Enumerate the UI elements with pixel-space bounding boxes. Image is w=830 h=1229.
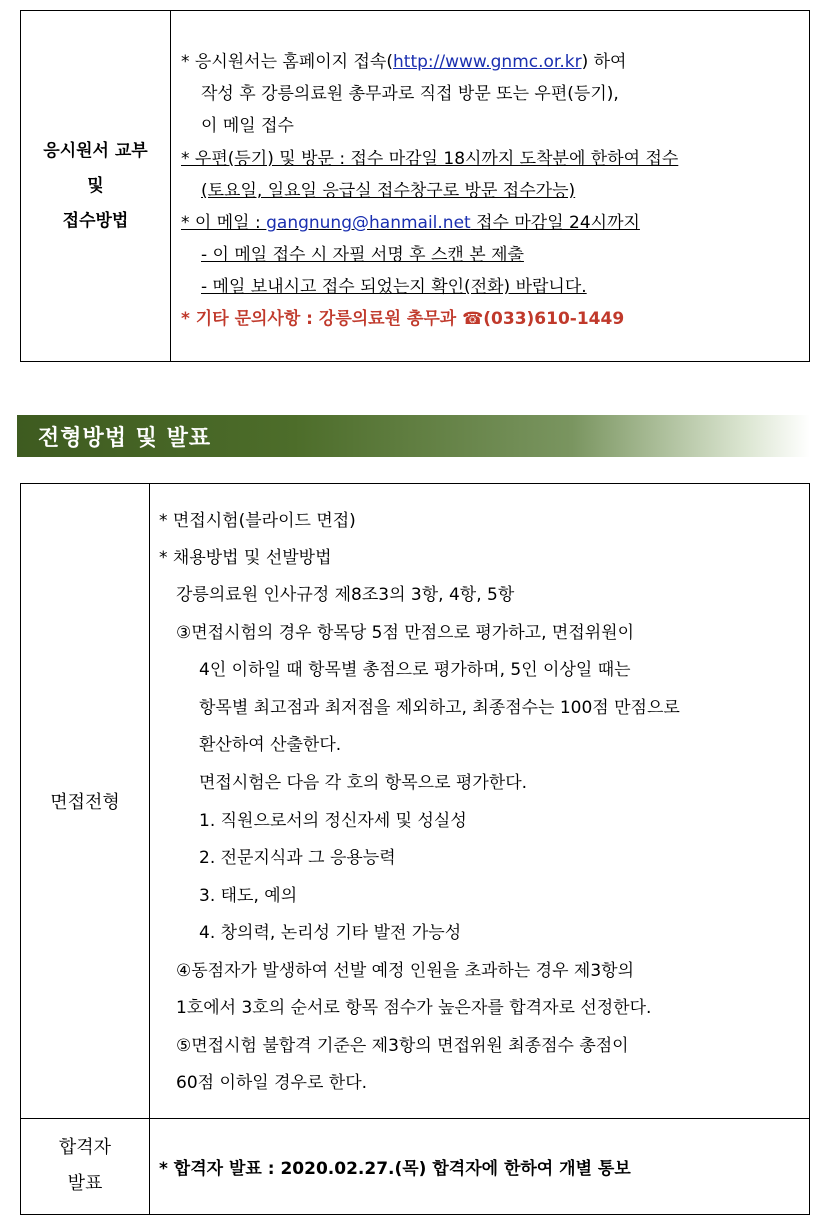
homepage-link[interactable]: http://www.gnmc.or.kr <box>393 52 582 72</box>
interview-line: ③면접시험의 경우 항목당 5점 만점으로 평가하고, 면접위원이 <box>176 623 635 643</box>
interview-line: 환산하여 산출한다. <box>199 735 342 755</box>
interview-line: 1. 직원으로서의 정신자세 및 성실성 <box>199 811 467 831</box>
label-line: 합격자 <box>58 1137 112 1158</box>
label-line: 접수방법 <box>62 210 129 231</box>
interview-line: 2. 전문지식과 그 응용능력 <box>199 848 396 868</box>
interview-line: 4. 창의력, 논리성 기타 발전 가능성 <box>199 923 462 943</box>
interview-line: ④동점자가 발생하여 선발 예정 인원을 초과하는 경우 제3항의 <box>176 961 635 981</box>
interview-line: 항목별 최고점과 최저점을 제외하고, 최종점수는 100점 만점으로 <box>199 698 680 718</box>
interview-line: ⑤면접시험 불합격 기준은 제3항의 면접위원 최종점수 총점이 <box>176 1036 629 1056</box>
selection-table <box>20 483 810 1215</box>
application-line-9: * 기타 문의사항 : 강릉의료원 총무과 ☎(033)610-1449 <box>181 309 625 329</box>
interview-line: 4인 이하일 때 항목별 총점으로 평가하며, 5인 이상일 때는 <box>199 660 631 680</box>
interview-line: * 채용방법 및 선발방법 <box>159 548 332 568</box>
result-announcement: * 합격자 발표 : 2020.02.27.(목) 합격자에 한하여 개별 통보 <box>159 1159 631 1179</box>
application-line-8: - 메일 보내시고 접수 되었는지 확인(전화) 바랍니다. <box>201 277 587 297</box>
email-link[interactable]: gangnung@hanmail.net <box>266 213 471 233</box>
section-banner <box>17 415 810 457</box>
interview-line: * 면접시험(블라이드 면접) <box>159 511 356 531</box>
label-line: 발표 <box>67 1173 103 1194</box>
application-line-2: 작성 후 강릉의료원 총무과로 직접 방문 또는 우편(등기), <box>201 84 619 104</box>
application-line-6: * 이 메일 : gangnung@hanmail.net 접수 마감일 24시까지 <box>181 213 640 233</box>
section-title: 전형방법 및 발표 <box>38 426 212 451</box>
interview-line: 강릉의료원 인사규정 제8조3의 3항, 4항, 5항 <box>176 585 515 605</box>
application-line-3: 이 메일 접수 <box>201 116 294 136</box>
application-label <box>21 11 171 361</box>
interview-label: 면접전형 <box>21 484 150 1118</box>
result-label <box>21 1118 150 1214</box>
label-line: 응시원서 교부 <box>43 140 148 161</box>
interview-line: 면접시험은 다음 각 호의 항목으로 평가한다. <box>199 773 528 793</box>
application-line-7: - 이 메일 접수 시 자필 서명 후 스캔 본 제출 <box>201 245 524 265</box>
application-line-4: * 우편(등기) 및 방문 : 접수 마감일 18시까지 도착분에 한하여 접수 <box>181 149 679 169</box>
interview-line: 3. 태도, 예의 <box>199 886 298 906</box>
interview-line: 60점 이하일 경우로 한다. <box>176 1073 368 1093</box>
label-line: 및 <box>87 175 104 196</box>
application-line-5: (토요일, 일요일 응급실 접수창구로 방문 접수가능) <box>201 181 576 201</box>
interview-line: 1호에서 3호의 순서로 항목 점수가 높은자를 합격자로 선정한다. <box>176 998 652 1018</box>
application-table <box>20 10 810 362</box>
application-line-1: * 응시원서는 홈페이지 접속(http://www.gnmc.or.kr) 하여 <box>181 52 627 72</box>
